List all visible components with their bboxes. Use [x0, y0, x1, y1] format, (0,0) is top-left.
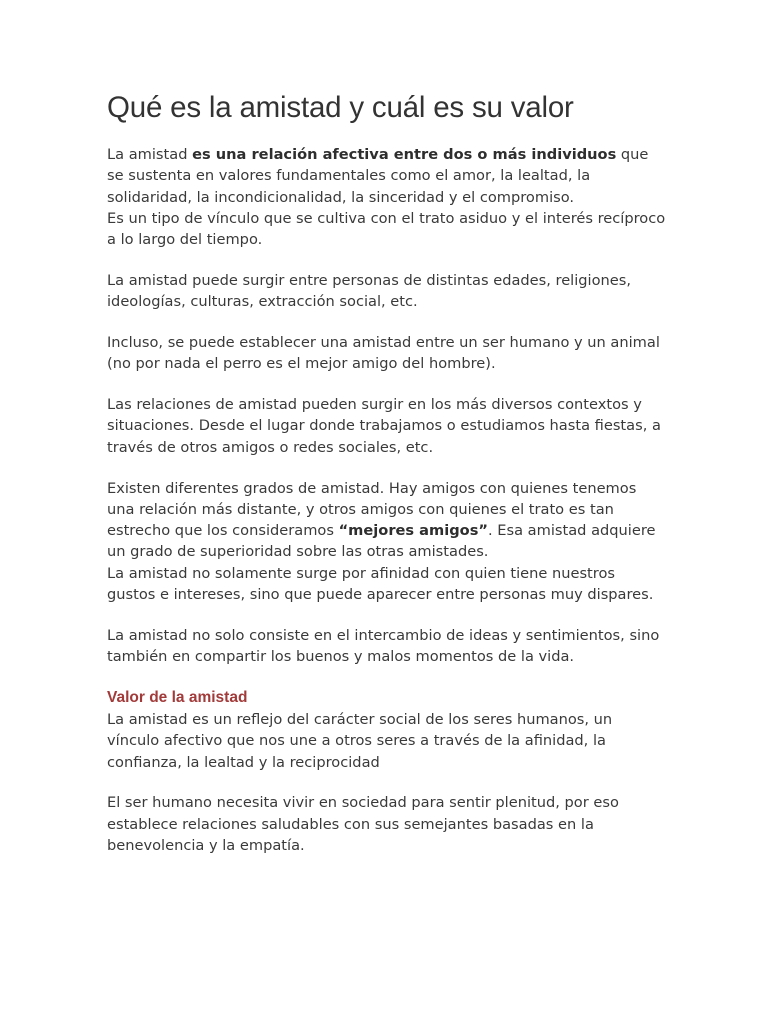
paragraph-text: Existen diferentes grados de amistad. Hay amigos con quienes tenemos una relación más distante, y otros amigos con quienes el trato es tan estrecho que los consideramos — [107, 479, 637, 540]
paragraph-animal: Incluso, se puede establecer una amistad entre un ser humano y un animal (no por nada el perro es el mejor amigo del hombre). — [107, 334, 660, 373]
paragraph-text: . Esa amistad adquiere un grado de superioridad sobre las otras amistades. — [107, 522, 656, 561]
section-heading-valor: Valor de la amistad — [107, 688, 248, 706]
paragraph-grados — [107, 478, 667, 563]
article — [107, 88, 667, 876]
paragraph-personas: La amistad puede surgir entre personas de distintas edades, religiones, ideologías, culturas, extracción social, etc. — [107, 271, 632, 311]
paragraph-vinculo: Es un tipo de vínculo que se cultiva con el trato asiduo y el interés recíproco a lo largo del tiempo. — [107, 209, 666, 249]
page-title: Qué es la amistad y cuál es su valor — [107, 91, 574, 124]
bold-definition: es una relación afectiva entre dos o más individuos — [192, 146, 617, 163]
paragraph-sociedad: El ser humano necesita vivir en sociedad para sentir plenitud, por eso establece relaciones saludables con sus semejantes basadas en la benevolencia y la empatía. — [107, 794, 619, 854]
paragraph-intercambio: La amistad no solo consiste en el intercambio de ideas y sentimientos, sino también en compartir los buenos y malos momentos de la vida. — [107, 626, 660, 666]
paragraph-text: que se sustenta en valores fundamentales como el amor, la lealtad, la solidaridad, la incondicionalidad, la sinceridad y el compromiso. — [107, 146, 649, 206]
paragraph-afinidad: La amistad no solamente surge por afinidad con quien tiene nuestros gustos e intereses, sino que puede aparecer entre personas muy dispares. — [107, 564, 654, 604]
bold-mejores-amigos: “mejores amigos” — [338, 522, 488, 540]
paragraph-reflejo: La amistad es un reflejo del carácter social de los seres humanos, un vínculo afectivo que nos une a otros seres a través de la afinidad, la confianza, la lealtad y la reciprocidad — [107, 710, 613, 771]
paragraph-definition — [107, 144, 667, 208]
paragraph-text: La amistad — [107, 146, 193, 163]
paragraph-contextos: Las relaciones de amistad pueden surgir en los más diversos contextos y situaciones. Desde el lugar donde trabajamos o estudiamos hasta fiestas, a través de otros amigos o redes sociales, etc. — [107, 396, 661, 456]
